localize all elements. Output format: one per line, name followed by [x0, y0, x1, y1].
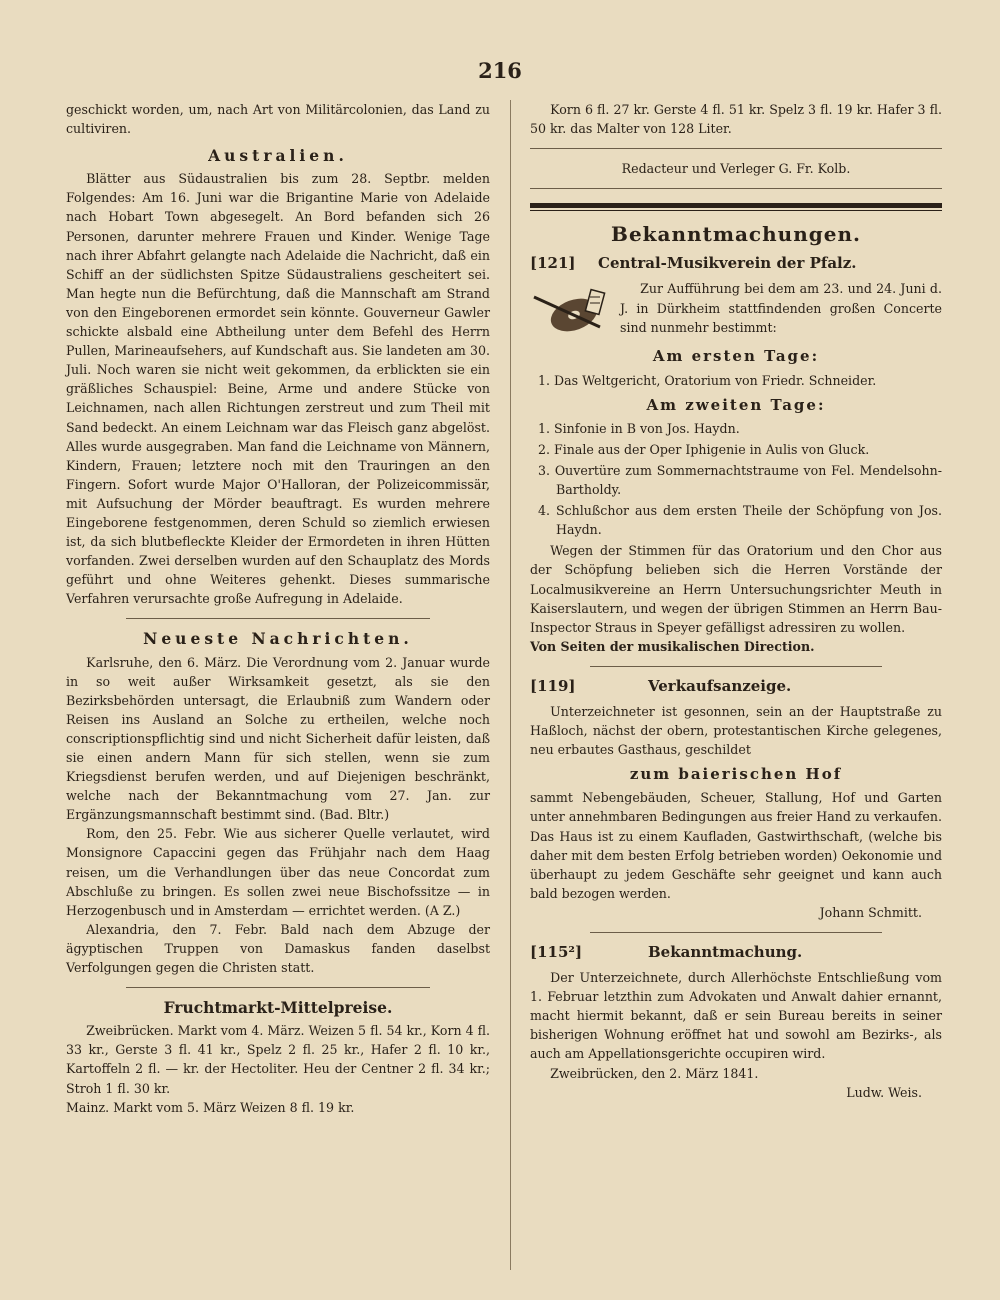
inn-name: zum baierischen Hof	[629, 765, 843, 784]
ad-number: [115²]	[530, 943, 583, 961]
ad-115-signature: Ludw. Weis.	[846, 1084, 922, 1100]
ad-119-text-continued: sammt Nebengebäuden, Scheuer, Stallung, Hof und Garten unter annehmbaren Bedingungen aus freier Hand zu verkaufen. Das Haus ist zu einem Kaufladen, Gastwirthschaft, (welche bis daher mit dem besten Erfolg betrieben worden) Oekonomie und überhaupt zu jedem Geschäfte sehr geeignet und kann auch bald bezogen werden.	[530, 790, 942, 901]
ad-number: [121]	[530, 254, 576, 273]
ad-divider	[590, 666, 882, 667]
thick-divider	[530, 203, 942, 208]
right-column	[530, 100, 942, 1102]
ad-title: Central-Musikverein der Pfalz.	[598, 254, 857, 273]
ad-121-intro-block	[530, 279, 942, 341]
program-item: 3. Ouvertüre zum Sommernachtstraume von Fel. Mendelsohn-Bartholdy.	[538, 462, 942, 498]
editor-line: Redacteur und Verleger G. Fr. Kolb.	[621, 161, 851, 177]
ad-119-text: Unterzeichneter ist gesonnen, sein an der Hauptstraße zu Haßloch, nächst der obern, protestantischen Kirche gelegenes, neu erbautes Gasthaus, geschildet	[530, 703, 942, 758]
ad-title: Bekanntmachung.	[648, 943, 803, 961]
ad-121-signature: Von Seiten der musikalischen Direction.	[530, 638, 815, 654]
ad-119-header	[530, 677, 942, 696]
ad-121-note: Wegen der Stimmen für das Oratorium und den Chor aus der Schöpfung belieben sich die Herren Vorstände der Localmusikvereine an Herrn Untersuchungsrichter Meuth in Kaiserslautern, und wegen der übrigen Stimmen an Herrn Bau-Inspector Straus in Speyer gefälligst adressiren zu wollen.	[530, 543, 942, 635]
program-item: 4. Schlußchor aus dem ersten Theile der Schöpfung von Jos. Haydn.	[538, 503, 942, 538]
ad-121-intro: Zur Aufführung bei dem am 23. und 24. Juni d. J. in Dürkheim stattfindenden großen Concerte sind nunmehr bestimmt:	[620, 281, 942, 335]
second-day-heading: Am zweiten Tage:	[646, 395, 826, 414]
news-rom: Rom, den 25. Febr. Wie aus sicherer Quelle verlautet, wird Monsignore Capaccini gegen das Frühjahr nach dem Haag reisen, um die Verhandlungen über das neue Concordat zum Abschluße zu bringen. Es sollen zwei neue Bischofssitze — in Herzogenbusch und in Amsterdam — errichtet werden. (A Z.)	[66, 826, 490, 918]
news-heading: Neueste Nachrichten.	[143, 629, 413, 649]
first-day-heading: Am ersten Tage:	[652, 347, 820, 366]
program-item: 2. Finale aus der Oper Iphigenie in Aulis von Gluck.	[538, 441, 870, 457]
ad-number: [119]	[530, 676, 576, 695]
thin-divider	[530, 210, 942, 211]
announcements-heading: Bekanntmachungen.	[611, 222, 861, 247]
ad-115-date: Zweibrücken, den 2. März 1841.	[550, 1065, 759, 1081]
column-divider	[510, 100, 511, 1270]
program-item: 1. Das Weltgericht, Oratorium von Friedr. Schneider.	[538, 372, 877, 388]
page-number: 216	[478, 58, 522, 83]
market-continuation: Korn 6 fl. 27 kr. Gerste 4 fl. 51 kr. Spelz 3 fl. 19 kr. Hafer 3 fl. 50 kr. das Malter von 128 Liter.	[530, 102, 942, 137]
section-divider	[126, 618, 430, 619]
section-divider	[126, 987, 430, 988]
violin-icon	[530, 283, 606, 339]
ad-119-signature: Johann Schmitt.	[819, 904, 922, 920]
divider	[530, 148, 942, 149]
market-heading: Fruchtmarkt-Mittelpreise.	[163, 998, 393, 1018]
program-item: 1. Sinfonie in B von Jos. Haydn.	[538, 420, 740, 436]
left-column	[66, 100, 490, 1117]
australia-heading: Australien.	[208, 146, 348, 166]
intro-line: geschickt worden, um, nach Art von Militärcolonien, das Land zu cultiviren.	[66, 102, 490, 137]
ad-divider	[590, 932, 882, 933]
divider	[530, 188, 942, 189]
australia-article: Blätter aus Südaustralien bis zum 28. Septbr. melden Folgendes: Am 16. Juni war die Brigantine Marie von Adelaide nach Hobart Town abgesegelt. An Bord befanden sich 26 Personen, darunter mehrere Frauen und Kinder. Wenige Tage nach ihrer Abfahrt gelangte nach Adelaide die Nachricht, daß ein Schiff an der südlichsten Spitze Südaustraliens gescheitert sei. Man hegte nun die Befürchtung, daß die Mannschaft am Strand von den Eingeborenen ermordet sein könnte. Gouverneur Gawler schickte alsbald eine Abtheilung unter dem Befehl des Herrn Pullen, Marineaufsehers, auf Kundschaft aus. Sie landeten am 30. Juli. Noch waren sie nicht weit gekommen, da erblickten sie ein gräßliches Schauspiel: Beine, Arme und andere Stücke von Leichnamen, nach allen Richtungen zerstreut und zum Theil mit Sand bedeckt. An einem Leichnam war das Fleisch ganz abgelöst. Alles wurde ausgegraben. Man fand die Leichname von Männern, Kindern, Frauen; letztere noch mit den Trauringen an den Fingern. Sofort wurde Major O'Halloran, der Polizeicommissär, mit Aufsuchung der Mörder beauftragt. Es wurden mehrere Eingeborene festgenommen, deren Schuld so ziemlich erwiesen ist, da sich blutbefleckte Kleider der Ermordeten in ihren Hütten vorfanden. Zwei derselben wurden auf den Schauplatz des Mords geführt und ohne Weiteres gehenkt. Dieses summarische Verfahren verursachte große Aufregung in Adelaide.	[66, 171, 490, 607]
ad-115-text: Der Unterzeichnete, durch Allerhöchste Entschließung vom 1. Februar letzthin zum Advokaten und Anwalt dahier ernannt, macht hiermit bekannt, daß er sein Bureau bereits in seiner bisherigen Wohnung eröffnet hat und sowohl am Bezirks-, als auch am Appellationsgerichte occupiren wird.	[530, 970, 942, 1062]
ad-121-header	[530, 254, 942, 273]
news-alexandria: Alexandria, den 7. Febr. Bald nach dem Abzuge der ägyptischen Truppen von Damaskus fanden daselbst Verfolgungen gegen die Christen statt.	[66, 921, 490, 976]
news-karlsruhe: Karlsruhe, den 6. März. Die Verordnung vom 2. Januar wurde in so weit außer Wirksamkeit gesetzt, als sie den Bezirksbehörden untersagt, die Erlaubniß zum Wandern oder Reisen ins Ausland an Solche zu ertheilen, welche noch conscriptionspflichtig sind und nicht Sicherheit dafür leisten, daß sie einen andern Mann für sich stellen, wenn sie zum Kriegsdienst berufen werden, und auf Diejenigen beschränkt, welche nach der Bekanntmachung vom 27. Jan. zur Ergänzungsmannschaft bestimmt sind. (Bad. Bltr.)	[66, 654, 490, 823]
ad-title: Verkaufsanzeige.	[648, 676, 792, 695]
market-mainz: Mainz. Markt vom 5. März Weizen 8 fl. 19 kr.	[66, 1099, 355, 1115]
market-zweibruecken: Zweibrücken. Markt vom 4. März. Weizen 5 fl. 54 kr., Korn 4 fl. 33 kr., Gerste 3 fl. 41 kr., Spelz 2 fl. 25 kr., Hafer 2 fl. 10 kr., Kartoffeln 2 fl. — kr. der Hectoliter. Heu der Centner 2 fl. 34 kr.; Stroh 1 fl. 30 kr.	[66, 1023, 490, 1096]
ad-115-header	[530, 943, 942, 962]
